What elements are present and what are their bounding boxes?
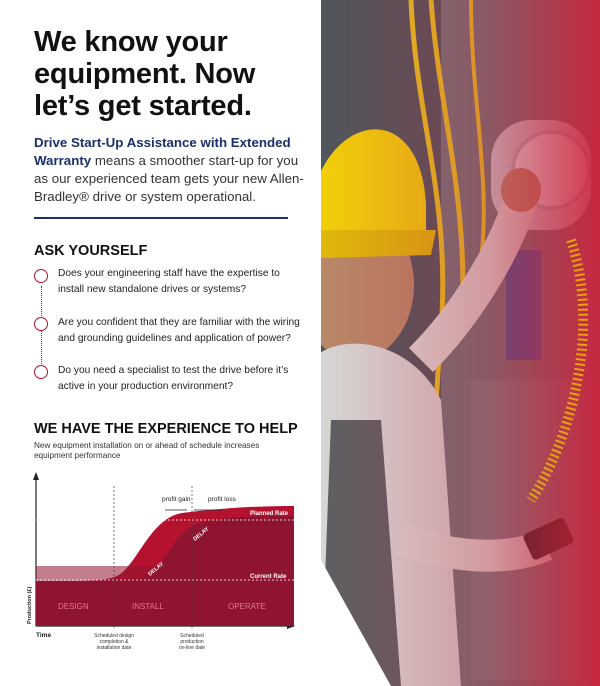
- question-bullet-3: [34, 365, 48, 379]
- question-3: Do you need a specialist to test the drive before it’s active in your production environment?: [58, 365, 289, 392]
- phase-install: INSTALL: [132, 602, 164, 611]
- phase-operate: OPERATE: [228, 602, 266, 611]
- annotation-profit-gain: profit gain: [162, 496, 191, 503]
- experience-subtitle: New equipment installation on or ahead of schedule increases equipment performance: [34, 441, 260, 460]
- y-axis-arrow: [33, 472, 39, 480]
- question-bullet-1: [34, 269, 48, 283]
- engineer-photo-illustration: [321, 0, 600, 686]
- page-headline: We know your equipment. Now let’s get started.: [34, 26, 256, 122]
- x-axis-label: Time: [36, 632, 52, 639]
- section-divider: [34, 217, 288, 219]
- y-axis-label: Production (£): [27, 586, 33, 624]
- intro-paragraph: [34, 134, 304, 206]
- phase-design: DESIGN: [58, 602, 89, 611]
- production-chart: [22, 466, 307, 666]
- delay-label-2: DELAY: [192, 526, 211, 543]
- delay-label-1: DELAY: [147, 561, 166, 578]
- question-1: Does your engineering staff have the expertise to install new standalone drives or systems?: [58, 268, 280, 295]
- milestone-2-label: Scheduled production on-line date: [178, 633, 206, 651]
- ask-yourself-heading: ASK YOURSELF: [34, 243, 148, 259]
- milestone-1-label: Scheduled design completion & installation date: [94, 633, 134, 651]
- intro-lead: Drive Start-Up Assistance with Extended Warranty: [34, 135, 291, 168]
- question-2: Are you confident that they are familiar with the wiring and grounding guidelines and application of power?: [58, 317, 300, 344]
- level-current-rate: Current Rate: [250, 574, 287, 580]
- intro-body: means a smoother start-up for you as our experienced team gets your new Allen-Bradley® drive or system operational.: [34, 153, 304, 204]
- level-planned-rate: Planned Rate: [250, 511, 289, 517]
- annotation-profit-loss: profit loss: [208, 496, 236, 503]
- experience-heading: WE HAVE THE EXPERIENCE TO HELP: [34, 421, 298, 437]
- hero-photo: [321, 0, 600, 686]
- question-bullet-2: [34, 317, 48, 331]
